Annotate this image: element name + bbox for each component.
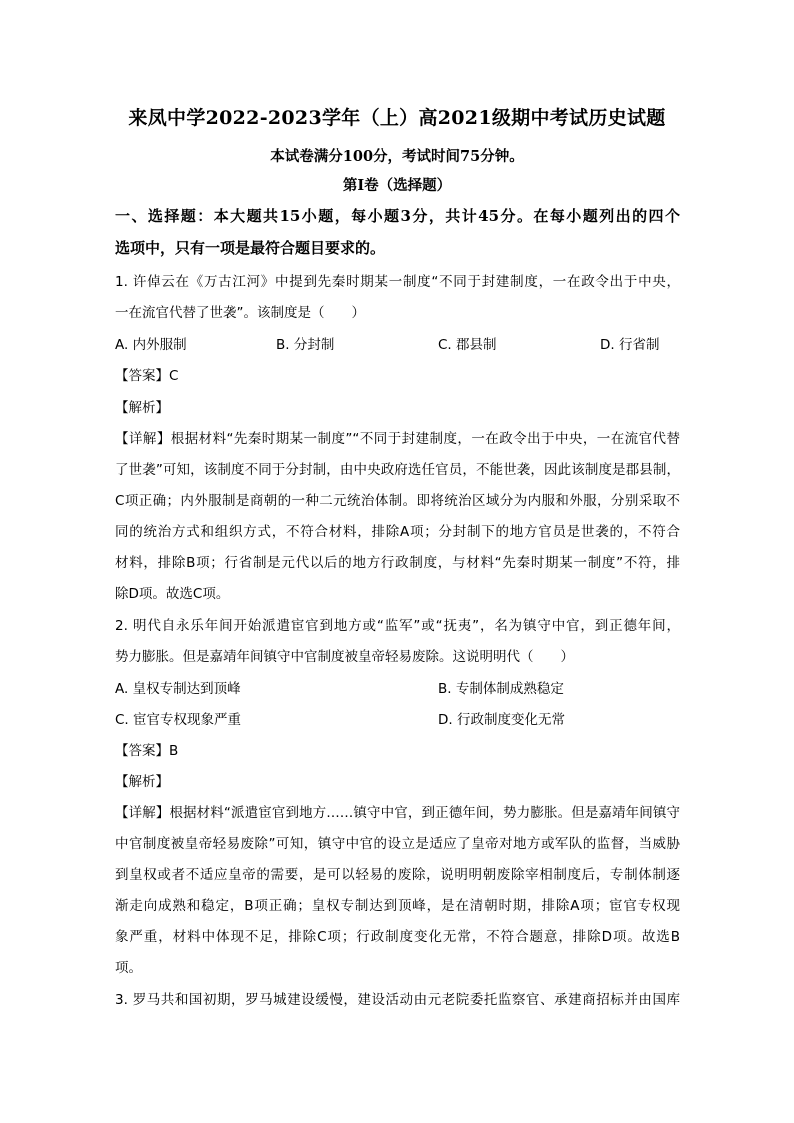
q2-answer: 【答案】B bbox=[115, 743, 179, 759]
q2-option-c: C. 宦官专权现象严重 bbox=[115, 712, 242, 728]
q2-detail-line: 【详解】根据材料“派遣宦官到地方……镇守中官，到正德年间，势力膨胀。但是嘉靖年间镇守 bbox=[115, 805, 680, 821]
exam-subtitle: 本试卷满分100分，考试时间75分钟。 bbox=[270, 148, 524, 165]
q1-detail-line: C项正确；内外服制是商朝的一种二元统治体制。即将统治区域分为内服和外服，分别采取不 bbox=[115, 493, 680, 509]
q1-option-b: B. 分封制 bbox=[276, 337, 335, 353]
instructions-line: 一、选择题：本大题共15小题，每小题3分，共计45分。在每小题列出的四个 bbox=[115, 207, 680, 225]
q1-detail-line: 【详解】根据材料“先秦时期某一制度”“不同于封建制度，一在政令出于中央，一在流官代替 bbox=[115, 431, 680, 447]
q2-detail-line: 渐走向成熟和稳定，B项正确；皇权专制达到顶峰，是在清朝时期，排除A项；宦官专权现 bbox=[115, 898, 680, 914]
q2-detail-line: 中官制度被皇帝轻易废除”可知，镇守中官的设立是适应了皇帝对地方或军队的监督，当威胁 bbox=[115, 836, 680, 852]
q2-option-b: B. 专制体制成熟稳定 bbox=[438, 681, 564, 697]
q1-option-a: A. 内外服制 bbox=[115, 337, 187, 353]
exam-title: 来凤中学2022-2023学年（上）高2021级期中考试历史试题 bbox=[128, 107, 666, 129]
q3-stem-line: 3. 罗马共和国初期，罗马城建设缓慢，建设活动由元老院委托监察官、承建商招标并由国库 bbox=[115, 992, 680, 1008]
q1-stem-line: 1. 许倬云在《万古江河》中提到先秦时期某一制度“不同于封建制度，一在政令出于中央， bbox=[115, 274, 680, 290]
q1-detail-line: 除D项。故选C项。 bbox=[115, 586, 230, 602]
q2-option-a: A. 皇权专制达到顶峰 bbox=[115, 681, 241, 697]
q1-answer: 【答案】C bbox=[115, 368, 179, 384]
instructions-line: 选项中，只有一项是最符合题目要求的。 bbox=[115, 239, 386, 257]
q1-stem-line: 一在流官代替了世袭”。该制度是（ ） bbox=[115, 305, 365, 321]
section-heading: 第I卷（选择题） bbox=[342, 177, 452, 194]
q2-detail-line: 象严重，材料中体现不足，排除C项；行政制度变化无常，不符合题意，排除D项。故选B bbox=[115, 929, 680, 945]
q2-stem-line: 势力膨胀。但是嘉靖年间镇守中官制度被皇帝轻易废除。这说明明代（ ） bbox=[115, 649, 574, 665]
q1-detail-line: 材料，排除B项；行省制是元代以后的地方行政制度，与材料“先秦时期某一制度”不符，排 bbox=[115, 555, 680, 571]
q1-analysis-label: 【解析】 bbox=[115, 400, 169, 416]
q1-detail-line: 了世袭”可知，该制度不同于分封制，由中央政府选任官员，不能世袭，因此该制度是郡县制， bbox=[115, 462, 680, 478]
q2-analysis-label: 【解析】 bbox=[115, 774, 169, 790]
q1-option-d: D. 行省制 bbox=[600, 337, 660, 353]
q2-detail-line: 项。 bbox=[115, 960, 142, 976]
q1-option-c: C. 郡县制 bbox=[438, 337, 497, 353]
q2-option-d: D. 行政制度变化无常 bbox=[438, 712, 565, 728]
q1-detail-line: 同的统治方式和组织方式，不符合材料，排除A项；分封制下的地方官员是世袭的，不符合 bbox=[115, 524, 680, 540]
q2-detail-line: 到皇权或者不适应皇帝的需要，是可以轻易的废除，说明明朝废除宰相制度后，专制体制逐 bbox=[115, 867, 680, 883]
q2-stem-line: 2. 明代自永乐年间开始派遣宦官到地方或“监军”或“抚夷”，名为镇守中官，到正德年间， bbox=[115, 618, 680, 634]
